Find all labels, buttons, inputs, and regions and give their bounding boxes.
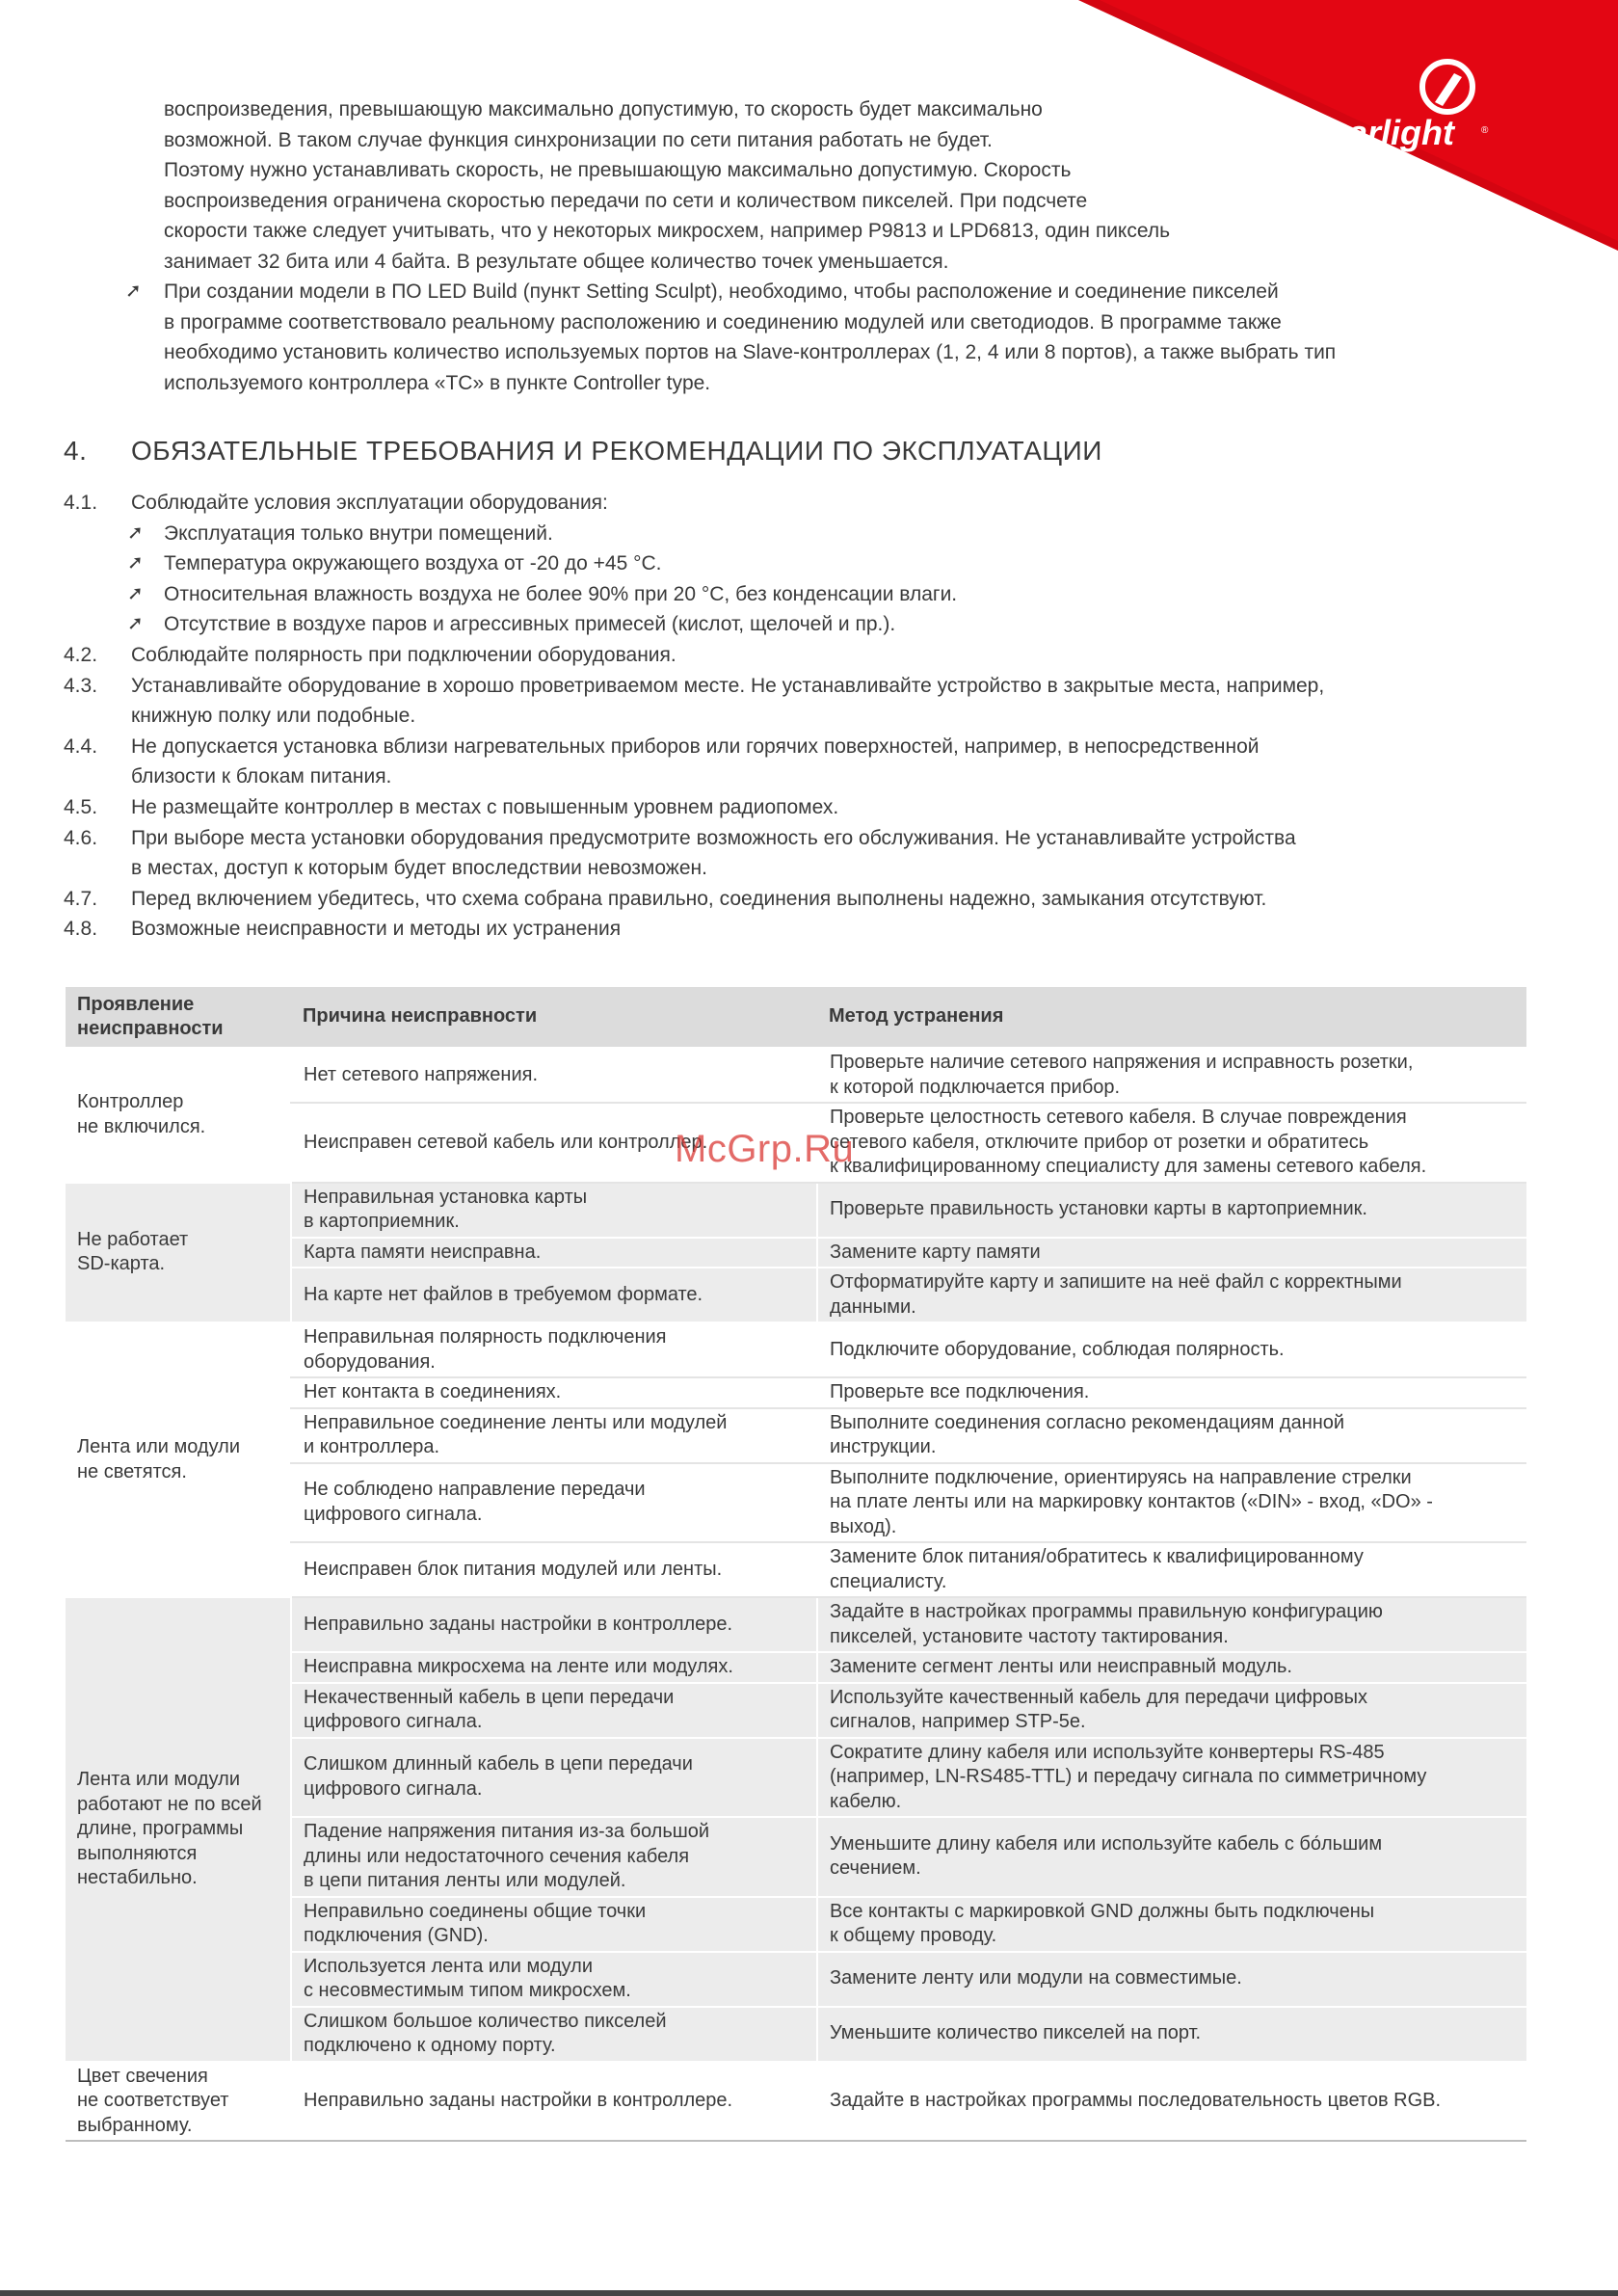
footer-divider [0, 2290, 1618, 2296]
cause-text: подключения (GND). [304, 1925, 489, 1946]
intro-bullet-line: необходимо установить количество используемых портов на Slave-контроллерах (1, 2, 4 или 8 портов), а также выбрать тип [164, 341, 1337, 363]
method-text: к которой подключается прибор. [830, 1076, 1121, 1098]
method-text: сигналов, например STP-5e. [830, 1711, 1086, 1732]
method-text: Проверьте все подключения. [830, 1381, 1090, 1402]
method-text: Отформатируйте карту и запишите на неё файл с корректными [830, 1271, 1402, 1293]
arrow-bullet-icon: ➚ [127, 552, 144, 574]
method-text: выход). [830, 1515, 897, 1537]
cause-cell [291, 1238, 817, 1268]
header-text: Проявление [77, 993, 195, 1015]
method-text: Замените сегмент ленты или неисправный модуль. [830, 1656, 1292, 1677]
symptom-cell [66, 1322, 291, 1597]
watermark-text: McGrp.Ru [675, 1128, 855, 1170]
section-heading: ОБЯЗАТЕЛЬНЫЕ ТРЕБОВАНИЯ И РЕКОМЕНДАЦИИ ПО ЭКСПЛУАТАЦИИ [131, 436, 1102, 466]
intro-bullet-line: в программе соответствовало реальному расположению и соединению модулей или светодиодов. В программе также [164, 310, 1282, 334]
cause-text: Неправильно заданы настройки в контроллере. [304, 2090, 733, 2111]
requirement-text: Не допускается установка вблизи нагревательных приборов или горячих поверхностей, например, в непосредственной [131, 734, 1260, 758]
cause-cell [291, 1683, 817, 1738]
cause-text: Нет сетевого напряжения. [304, 1063, 539, 1085]
method-text: Задайте в настройках программы правильную конфигурацию [830, 1601, 1383, 1622]
header-method: Метод устранения [817, 987, 1526, 1048]
cause-text: в цепи питания ленты или модулей. [304, 1870, 626, 1891]
table-row [66, 1048, 1526, 1103]
method-text: Задайте в настройках программы последовательность цветов RGB. [830, 2090, 1442, 2111]
requirement-number: 4.8. [64, 918, 98, 941]
method-text: Подключите оборудование, соблюдая полярность. [830, 1338, 1285, 1360]
method-cell [817, 1597, 1526, 1652]
table-row [66, 1183, 1526, 1238]
method-text: Все контакты с маркировкой GND должны быть подключены [830, 1900, 1375, 1922]
requirement-text: близости к блокам питания. [131, 765, 392, 788]
section-number: 4. [64, 436, 88, 466]
header-symptom [66, 987, 291, 1048]
sub-item [64, 579, 1528, 610]
method-text: инструкции. [830, 1436, 937, 1457]
method-text: (например, LN-RS485-TTL) и передачу сигнала по симметричному [830, 1766, 1427, 1787]
cause-cell [291, 1463, 817, 1543]
sub-item [64, 548, 1528, 579]
method-text: Проверьте правильность установки карты в картоприемник. [830, 1198, 1367, 1220]
requirement-text: Устанавливайте оборудование в хорошо проветриваемом месте. Не устанавливайте устройство в закрытые места, например, [131, 674, 1325, 697]
method-cell [817, 1897, 1526, 1952]
method-text: Замените блок питания/обратитесь к квалифицированному [830, 1546, 1364, 1567]
method-cell [817, 1048, 1526, 1103]
requirement-item [64, 914, 1528, 945]
cause-text: Карта памяти неисправна. [304, 1241, 542, 1263]
svg-text:®: ® [1481, 125, 1489, 136]
cause-cell [291, 1268, 817, 1322]
method-cell [817, 1238, 1526, 1268]
section-title [64, 436, 1102, 467]
method-text: Проверьте целостность сетевого кабеля. В случае повреждения [830, 1107, 1407, 1128]
method-cell [817, 1817, 1526, 1897]
cause-cell [291, 1652, 817, 1683]
method-text: Проверьте наличие сетевого напряжения и исправность розетки, [830, 1052, 1414, 1073]
requirement-item [64, 823, 1528, 884]
symptom-text: не включился. [77, 1115, 206, 1137]
cause-text: Неисправен сетевой кабель или контроллер. [304, 1131, 708, 1153]
cause-cell [291, 1322, 817, 1377]
method-cell [817, 1463, 1526, 1543]
requirement-text: Соблюдайте условия эксплуатации оборудования: [131, 492, 608, 514]
method-text: Сократите длину кабеля или используйте конвертеры RS-485 [830, 1741, 1385, 1763]
symptom-text: не соответствует [77, 2090, 229, 2111]
symptom-text: нестабильно. [77, 1867, 198, 1888]
cause-cell [291, 1597, 817, 1652]
requirements-list [64, 488, 1528, 945]
cause-cell [291, 1183, 817, 1238]
requirement-item [64, 671, 1528, 732]
intro-line: воспроизведения, превышающую максимально допустимую, то скорость будет максимально [164, 98, 1043, 120]
method-cell [817, 1377, 1526, 1408]
cause-text: Слишком длинный кабель в цепи передачи [304, 1753, 693, 1775]
symptom-text: выполняются [77, 1842, 198, 1864]
cause-text: Слишком большое количество пикселей [304, 2010, 667, 2032]
cause-text: Падение напряжения питания из-за большой [304, 1821, 710, 1842]
table-row [66, 1597, 1526, 1652]
method-cell [817, 1183, 1526, 1238]
cause-text: На карте нет файлов в требуемом формате. [304, 1283, 703, 1305]
symptom-text: Лента или модули [77, 1769, 240, 1790]
method-text: Замените карту памяти [830, 1241, 1041, 1263]
intro-line: скорости также следует учитывать, что у некоторых микросхем, например P9813 и LPD6813, один пиксель [164, 220, 1171, 242]
arrow-bullet-icon: ➚ [127, 613, 144, 635]
requirement-number: 4.3. [64, 674, 98, 697]
requirement-number: 4.1. [64, 492, 98, 514]
requirement-number: 4.5. [64, 795, 98, 818]
cause-text: цифрового сигнала. [304, 1503, 483, 1525]
requirement-text: Соблюдайте полярность при подключении оборудования. [131, 643, 676, 666]
symptom-text: выбранному. [77, 2114, 193, 2136]
cause-text: Неправильно заданы настройки в контроллере. [304, 1613, 733, 1635]
method-text: на плате ленты или на маркировку контактов («DIN» - вход, «DO» - [830, 1491, 1433, 1512]
method-text: Используйте качественный кабель для передачи цифровых [830, 1686, 1367, 1708]
symptom-cell [66, 1048, 291, 1183]
cause-text: длины или недостаточного сечения кабеля [304, 1845, 690, 1867]
method-text: пикселей, установите частоту тактирования. [830, 1625, 1229, 1647]
method-text: специалисту. [830, 1570, 947, 1592]
table-body [66, 1048, 1526, 2141]
requirement-number: 4.2. [64, 643, 98, 666]
method-text: Замените ленту или модули на совместимые. [830, 1967, 1242, 1989]
intro-bullet-line: используемого контроллера «TC» в пункте Controller type. [164, 371, 711, 394]
requirement-item [64, 884, 1528, 915]
requirement-number: 4.7. [64, 887, 98, 910]
cause-text: Некачественный кабель в цепи передачи [304, 1686, 675, 1708]
intro-bullet [125, 277, 1513, 307]
cause-cell [291, 1738, 817, 1818]
requirement-number: 4.4. [64, 734, 98, 758]
method-text: Выполните подключение, ориентируясь на направление стрелки [830, 1466, 1412, 1488]
cause-text: цифрового сигнала. [304, 1711, 483, 1732]
cause-text: Неправильная полярность подключения [304, 1326, 667, 1348]
requirement-text: При выборе места установки оборудования предусмотрите возможность его обслуживания. Не устанавливайте устройства [131, 826, 1296, 849]
symptom-cell [66, 1183, 291, 1323]
arrow-bullet-icon: ➚ [127, 521, 144, 544]
cause-text: с несовместимым типом микросхем. [304, 1980, 631, 2001]
cause-cell [291, 1542, 817, 1597]
cause-text: Неисправна микросхема на ленте или модулях. [304, 1656, 733, 1677]
method-text: к квалифицированному специалисту для замены сетевого кабеля. [830, 1156, 1427, 1177]
symptom-text: Контроллер [77, 1091, 184, 1113]
requirement-text: книжную полку или подобные. [131, 705, 416, 728]
cause-text: в картоприемник. [304, 1211, 460, 1232]
symptom-text: длине, программы [77, 1818, 244, 1839]
cause-cell [291, 1048, 817, 1103]
cause-text: Нет контакта в соединениях. [304, 1381, 562, 1402]
method-text: данными. [830, 1295, 916, 1318]
method-text: кабелю. [830, 1790, 902, 1812]
cause-text: Неправильно соединены общие точки [304, 1900, 647, 1922]
symptom-cell [66, 2062, 291, 2142]
method-text: Выполните соединения согласно рекомендациям данной [830, 1411, 1345, 1433]
cause-text: Не соблюдено направление передачи [304, 1479, 646, 1501]
table-row [66, 2062, 1526, 2142]
method-cell [817, 1268, 1526, 1322]
requirement-item [64, 488, 1528, 519]
table-row [66, 1322, 1526, 1377]
cause-cell [291, 1377, 817, 1408]
cause-text: и контроллера. [304, 1436, 440, 1457]
method-text: к общему проводу. [830, 1925, 997, 1946]
requirement-item [64, 640, 1528, 671]
cause-cell [291, 1952, 817, 2007]
cause-cell [291, 2062, 817, 2142]
method-cell [817, 1103, 1526, 1183]
cause-text: Используется лента или модули [304, 1955, 594, 1977]
sub-item [64, 519, 1528, 549]
requirement-text: Перед включением убедитесь, что схема собрана правильно, соединения выполнены надежно, замыкания отсутствуют. [131, 887, 1267, 910]
cause-cell [291, 1897, 817, 1952]
cause-text: Неисправен блок питания модулей или ленты. [304, 1558, 723, 1580]
method-text: сетевого кабеля, отключите прибор от розетки и обратитесь [830, 1131, 1369, 1153]
requirement-item [64, 792, 1528, 823]
requirement-item [64, 732, 1528, 792]
cause-cell [291, 1408, 817, 1463]
header-text: неисправности [77, 1018, 224, 1039]
requirement-number: 4.6. [64, 826, 98, 849]
method-cell [817, 2062, 1526, 2142]
cause-text: цифрового сигнала. [304, 1777, 483, 1800]
method-cell [817, 1738, 1526, 1818]
intro-line: занимает 32 бита или 4 байта. В результате общее количество точек уменьшается. [164, 250, 949, 273]
method-cell [817, 1322, 1526, 1377]
symptom-text: SD-карта. [77, 1253, 166, 1275]
intro-bullet-line: При создании модели в ПО LED Build (пункт Setting Sculpt), необходимо, чтобы расположение и соединение пикселей [164, 280, 1279, 303]
cause-text: Неправильное соединение ленты или модулей [304, 1411, 728, 1433]
intro-line: Поэтому нужно устанавливать скорость, не превышающую максимально допустимую. Скорость [164, 159, 1072, 181]
intro-line: воспроизведения ограничена скоростью передачи по сети и количеством пикселей. При подсчете [164, 189, 1088, 212]
requirement-text: в местах, доступ к которым будет впоследствии невозможен. [131, 857, 707, 880]
cause-cell [291, 1817, 817, 1897]
method-cell [817, 1952, 1526, 2007]
arrow-bullet-icon: ➚ [127, 582, 144, 604]
arrow-bullet-icon: ➚ [125, 280, 142, 302]
header-cause: Причина неисправности [291, 987, 817, 1048]
table-header-row [66, 987, 1526, 1048]
sub-item-text: Эксплуатация только внутри помещений. [164, 521, 553, 545]
cause-text: подключено к одному порту. [304, 2035, 556, 2056]
symptom-text: не светятся. [77, 1460, 187, 1482]
method-cell [817, 1542, 1526, 1597]
method-cell [817, 2007, 1526, 2062]
symptom-text: Цвет свечения [77, 2065, 208, 2087]
sub-item-text: Относительная влажность воздуха не более 90% при 20 °C, без конденсации влаги. [164, 582, 958, 605]
symptom-text: работают не по всей [77, 1793, 262, 1815]
svg-text:arlight: arlight [1348, 113, 1455, 152]
cause-text: Неправильная установка карты [304, 1186, 588, 1208]
symptom-text: Лента или модули [77, 1436, 240, 1457]
method-text: Уменьшите длину кабеля или используйте кабель с бо́льшим [830, 1832, 1383, 1855]
method-text: Уменьшите количество пикселей на порт. [830, 2022, 1202, 2044]
symptom-cell [66, 1597, 291, 2062]
sub-item-text: Отсутствие в воздухе паров и агрессивных примесей (кислот, щелочей и пр.). [164, 613, 896, 636]
symptom-text: Не работает [77, 1228, 189, 1250]
method-cell [817, 1683, 1526, 1738]
sub-item-text: Температура окружающего воздуха от -20 до +45 °C. [164, 552, 662, 575]
method-text: сечением. [830, 1857, 921, 1880]
method-cell [817, 1408, 1526, 1463]
cause-cell [291, 2007, 817, 2062]
method-cell [817, 1652, 1526, 1683]
cause-text: оборудования. [304, 1350, 436, 1373]
intro-paragraph [125, 94, 1513, 398]
sub-item [64, 609, 1528, 640]
requirement-text: Не размещайте контроллер в местах с повышенным уровнем радиопомех. [131, 795, 839, 818]
requirement-text: Возможные неисправности и методы их устранения [131, 918, 622, 941]
intro-line: возможной. В таком случае функция синхронизации по сети питания работать не будет. [164, 128, 993, 151]
